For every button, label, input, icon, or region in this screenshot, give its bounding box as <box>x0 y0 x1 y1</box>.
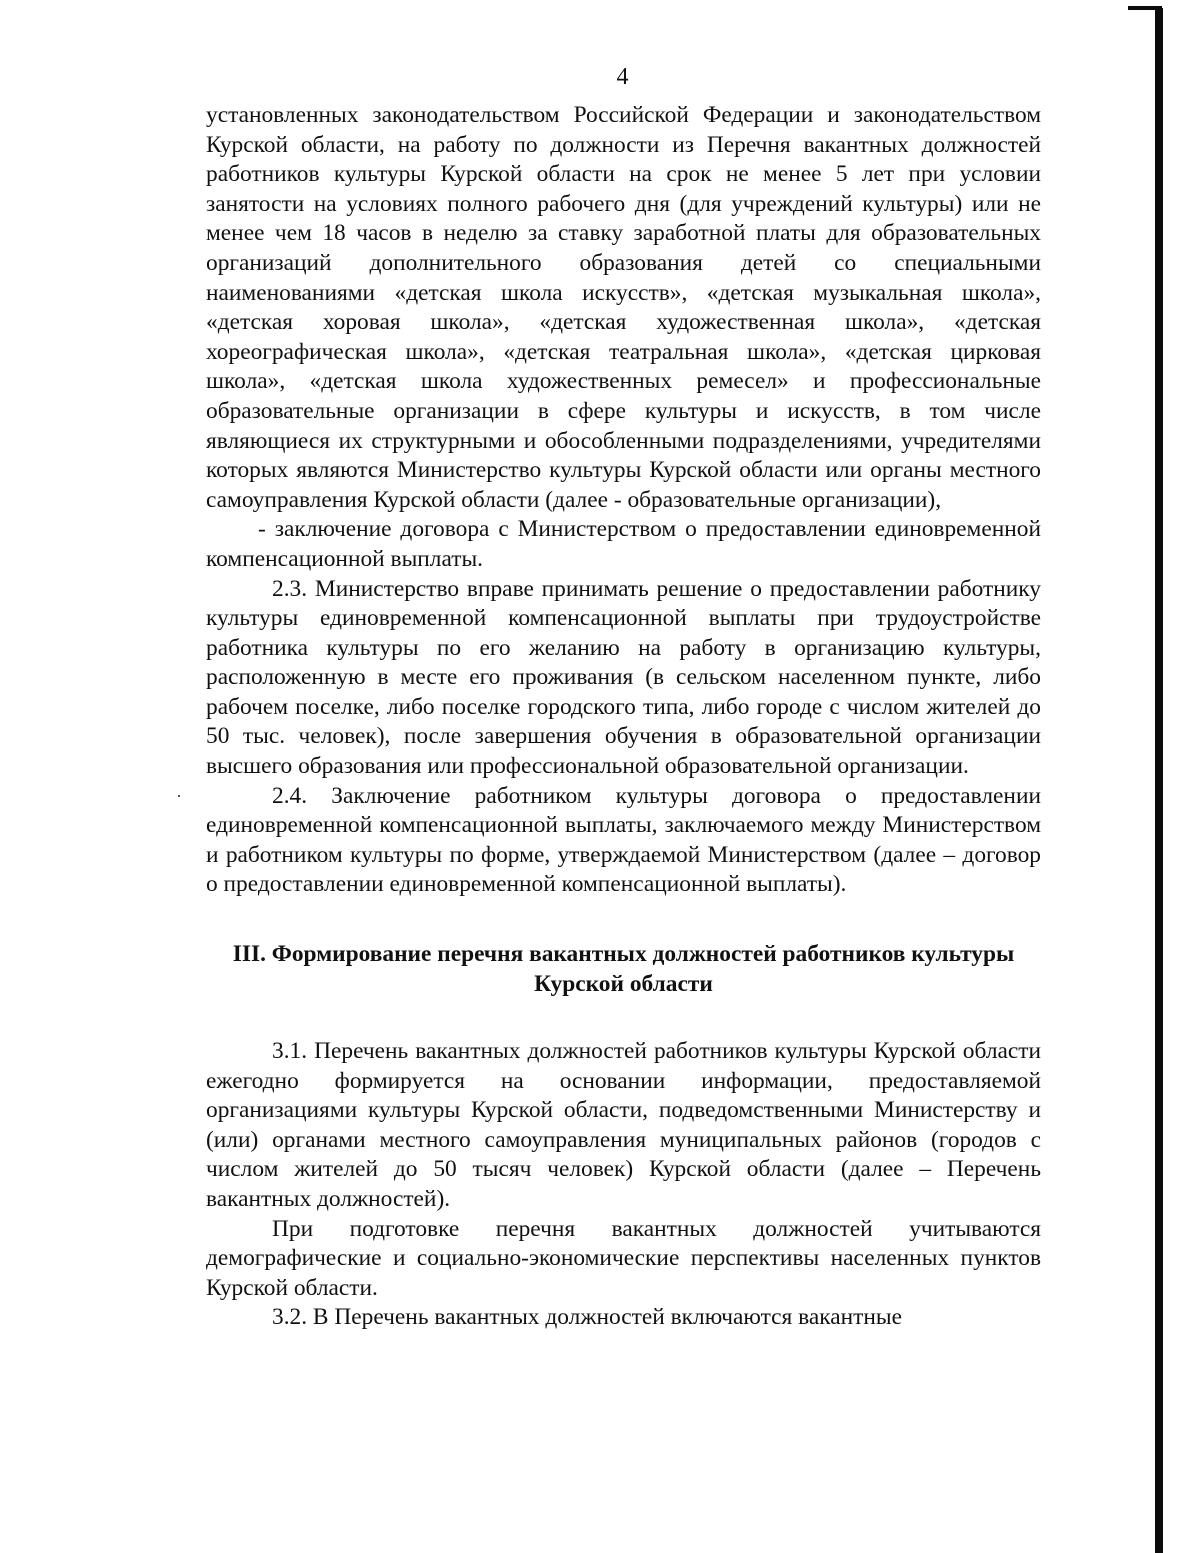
page-number: 4 <box>616 64 629 90</box>
document-body <box>206 101 1041 1333</box>
paragraph-preparation: При подготовке перечня вакантных должностей учитываются демографические и социально-экономические перспективы населенных пунктов Курской области. <box>206 1215 1041 1301</box>
paragraph-2-3: 2.3. Министерство вправе принимать решение о предоставлении работнику культуры единовременной компенсационной выплаты при трудоустройстве работника культуры по его желанию на работу в организацию культуры, расположенную в месте его проживания (в сельском населенном пункте, либо рабочем поселке, либо поселке городского типа, либо городе с числом жителей до 50 тыс. человек), после завершения обучения в образовательной организации высшего образования или профессиональной образовательной организации. <box>206 575 1041 780</box>
scan-speck <box>178 795 180 797</box>
scan-edge <box>1155 8 1163 1553</box>
paragraph-3-1: 3.1. Перечень вакантных должностей работников культуры Курской области ежегодно формируется на основании информации, предоставляемой организациями культуры Курской области, подведомственными Министерству и (или) органами местного самоуправления муниципальных районов (городов с числом жителей до 50 тысяч человек) Курской области (далее – Перечень вакантных должностей). <box>206 1038 1041 1212</box>
paragraph-3-2: 3.2. В Перечень вакантных должностей включаются вакантные <box>272 1304 902 1331</box>
paragraph-continuation: установленных законодательством Российской Федерации и законодательством Курской области, на работу по должности из Перечня вакантных должностей работников культуры Курской области на срок не менее 5 лет при условии занятости на условиях полного рабочего дня (для учреждений культуры) или не менее чем 18 часов в неделю за ставку заработной платы для образовательных организаций дополнительного образования детей со специальными наименованиями «детская школа искусств», «детская музыкальная школа», «детская хоровая школа», «детская художественная школа», «детская хореографическая школа», «детская театральная школа», «детская цирковая школа», «детская школа художественных ремесел» и профессиональные образовательные организации в сфере культуры и искусств, в том числе являющиеся их структурными и обособленными подразделениями, учредителями которых являются Министерство культуры Курской области или органы местного самоуправления Курской области (далее - образовательные организации), <box>206 102 1041 513</box>
section-heading: III. Формирование перечня вакантных должностей работников культуры Курской области <box>232 941 1015 998</box>
paragraph-2-4: 2.4. Заключение работником культуры договора о предоставлении единовременной компенсационной выплаты, заключаемого между Министерством и работником культуры по форме, утверждаемой Министерством (далее – договор о предоставлении единовременной компенсационной выплаты). <box>206 782 1041 898</box>
paragraph-contract-condition: - заключение договора с Министерством о предоставлении единовременной компенсационной выплаты. <box>206 516 1041 572</box>
